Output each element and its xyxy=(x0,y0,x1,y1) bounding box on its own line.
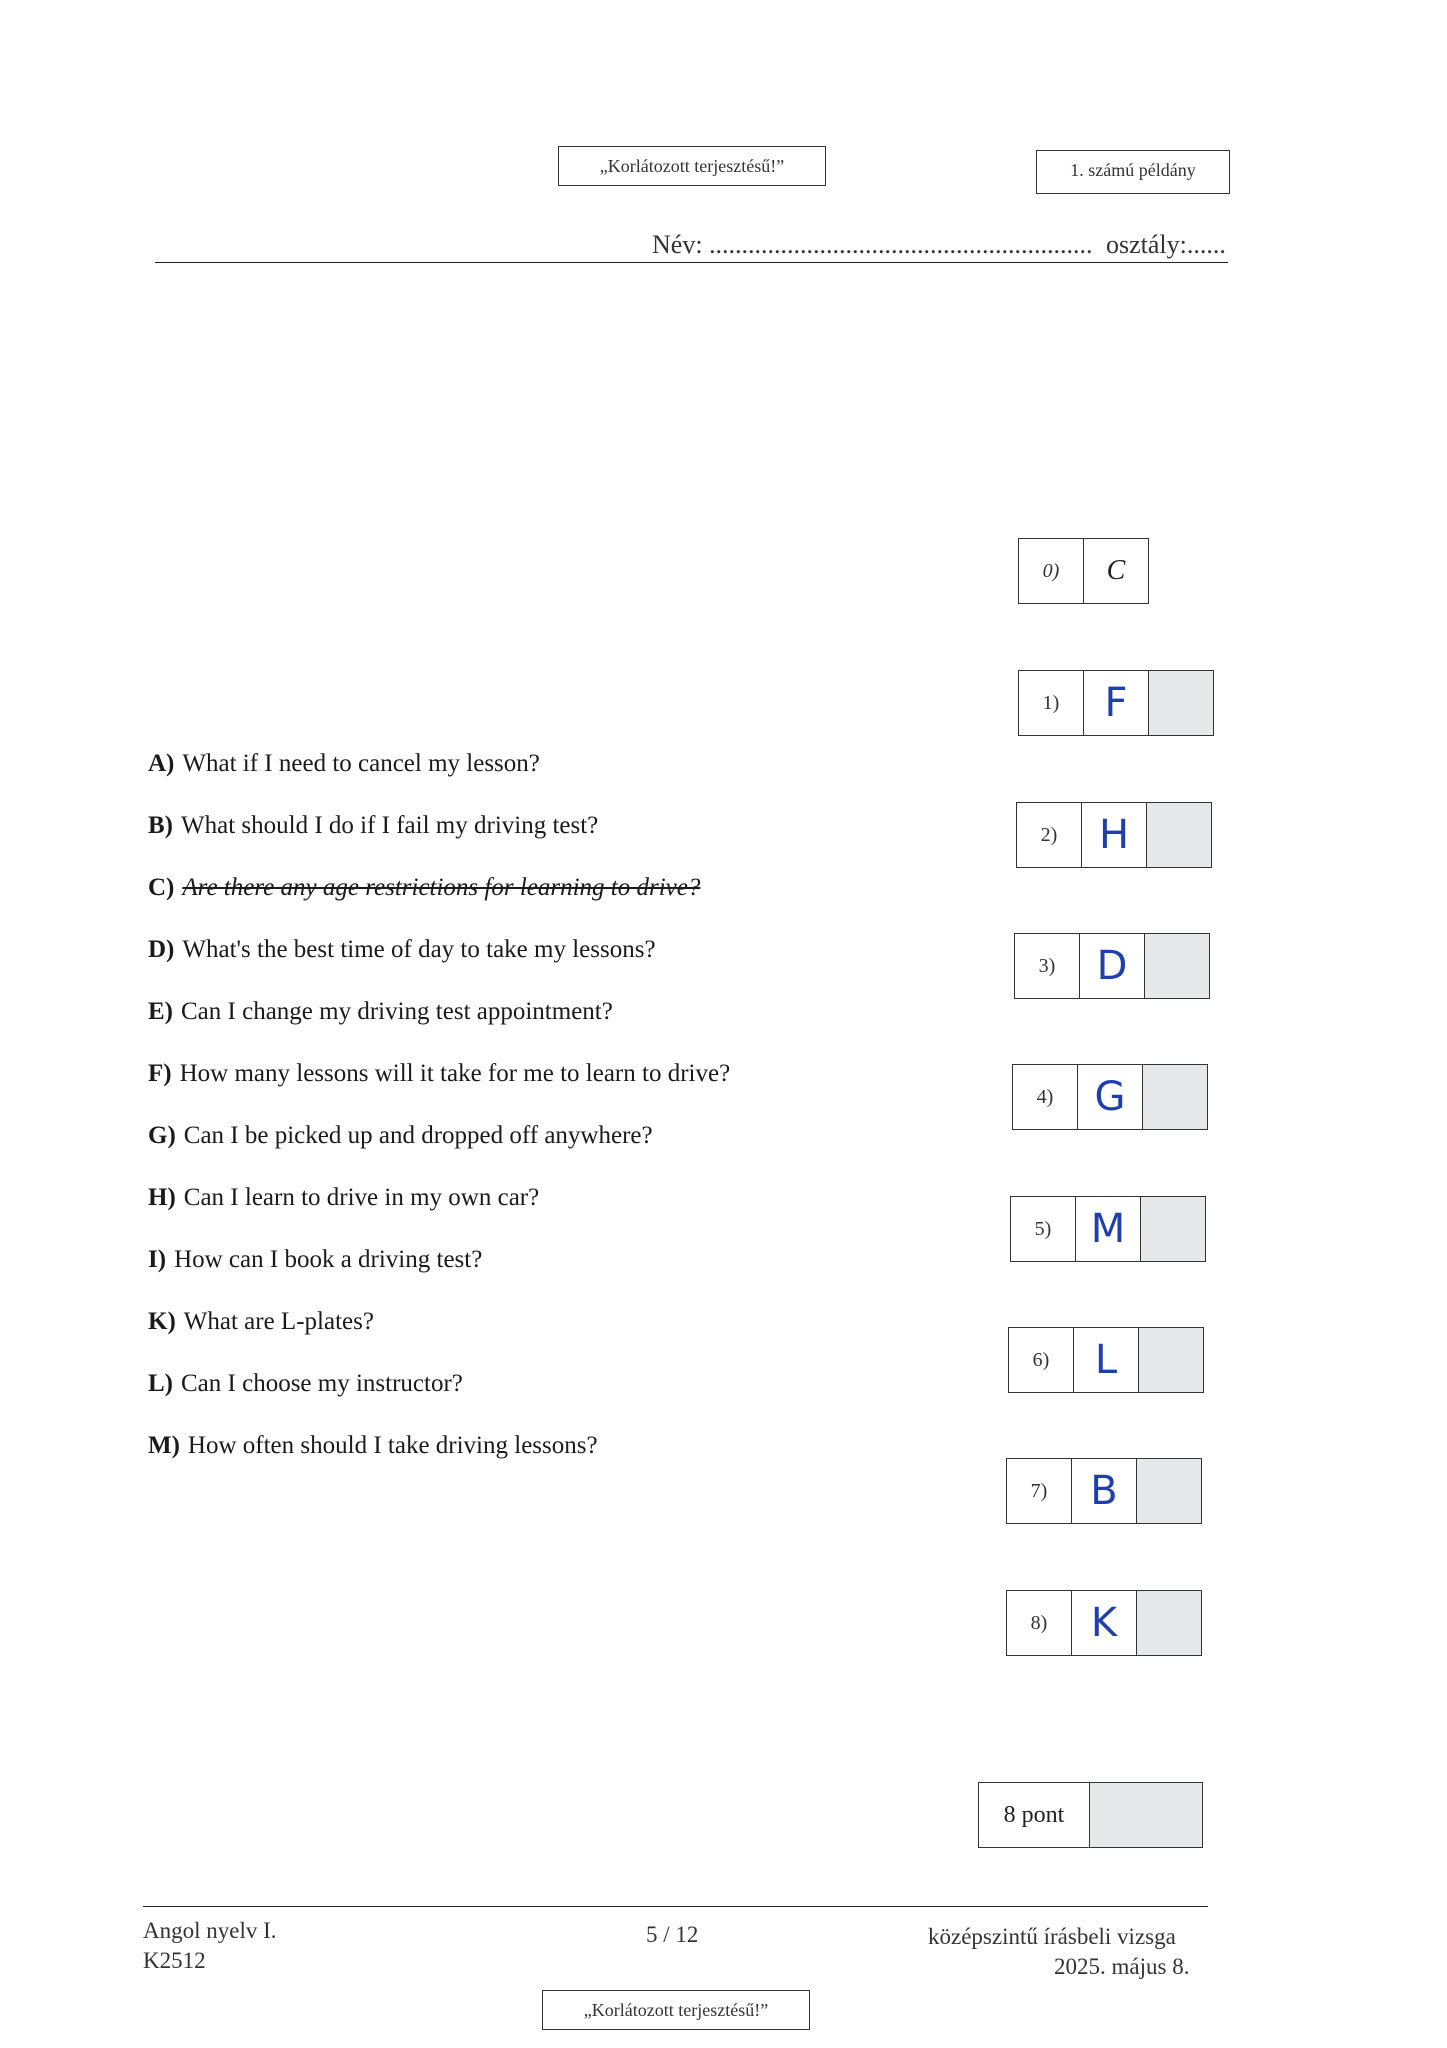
score-grader-field xyxy=(1090,1783,1202,1847)
restricted-distribution-stamp-top: „Korlátozott terjesztésű!” xyxy=(558,146,826,186)
option-e xyxy=(148,998,613,1026)
answer-box-6 xyxy=(1008,1327,1204,1393)
option-c-example-crossed-out xyxy=(148,874,700,902)
answer-number: 5) xyxy=(1011,1197,1076,1261)
header-divider xyxy=(155,262,1228,263)
grader-field xyxy=(1138,1328,1203,1392)
option-d xyxy=(148,936,656,964)
answer-number: 2) xyxy=(1017,803,1082,867)
grader-field xyxy=(1142,1065,1207,1129)
restricted-distribution-stamp-bottom: „Korlátozott terjesztésű!” xyxy=(542,1990,810,2030)
answer-number: 6) xyxy=(1009,1328,1074,1392)
answer-box-2 xyxy=(1016,802,1212,868)
option-text: How often should I take driving lessons? xyxy=(187,1432,598,1459)
option-letter: K) xyxy=(148,1308,176,1335)
footer-divider xyxy=(143,1906,1208,1907)
answer-box-8 xyxy=(1006,1590,1202,1656)
option-k xyxy=(148,1308,374,1336)
footer-code: K2512 xyxy=(143,1948,206,1973)
option-l xyxy=(148,1370,463,1398)
option-letter: C) xyxy=(148,874,175,901)
option-text: Are there any age restrictions for learning to drive? xyxy=(182,874,701,901)
option-m xyxy=(148,1432,598,1460)
handwritten-answer: G xyxy=(1094,1074,1126,1120)
score-box xyxy=(978,1782,1203,1848)
option-f xyxy=(148,1060,730,1088)
answer-number: 1) xyxy=(1019,671,1084,735)
footer-date: 2025. május 8. xyxy=(1054,1954,1190,1979)
sample-number: 0) xyxy=(1019,539,1084,603)
option-letter: D) xyxy=(148,936,175,963)
option-text: Can I learn to drive in my own car? xyxy=(183,1184,540,1211)
handwritten-answer: D xyxy=(1096,943,1128,989)
option-h xyxy=(148,1184,539,1212)
handwritten-answer: M xyxy=(1090,1206,1126,1252)
footer-page-number: 5 / 12 xyxy=(646,1922,699,1947)
answer-number: 7) xyxy=(1007,1459,1072,1523)
option-g xyxy=(148,1122,653,1150)
copy-number-stamp: 1. számú példány xyxy=(1036,150,1230,194)
option-text: Can I change my driving test appointment? xyxy=(181,998,613,1025)
option-letter: M) xyxy=(148,1432,180,1459)
option-text: Can I be picked up and dropped off anywhere? xyxy=(183,1122,653,1149)
grader-field xyxy=(1148,671,1213,735)
option-text: How many lessons will it take for me to learn to drive? xyxy=(179,1060,731,1087)
option-letter: L) xyxy=(148,1370,173,1397)
grader-field xyxy=(1144,934,1209,998)
option-text: What are L-plates? xyxy=(183,1308,374,1335)
grader-field xyxy=(1146,803,1211,867)
option-letter: B) xyxy=(148,812,173,839)
handwritten-answer: L xyxy=(1094,1337,1118,1383)
class-field-label: osztály:...... xyxy=(1106,230,1226,259)
grader-field xyxy=(1136,1459,1201,1523)
handwritten-answer: H xyxy=(1098,812,1130,858)
option-i xyxy=(148,1246,482,1274)
option-letter: A) xyxy=(148,750,175,777)
footer-subject: Angol nyelv I. xyxy=(143,1918,277,1943)
option-letter: H) xyxy=(148,1184,176,1211)
answer-number: 8) xyxy=(1007,1591,1072,1655)
answer-box-5 xyxy=(1010,1196,1206,1262)
grader-field xyxy=(1140,1197,1205,1261)
answer-box-3 xyxy=(1014,933,1210,999)
option-letter: E) xyxy=(148,998,173,1025)
option-a xyxy=(148,750,540,778)
handwritten-answer: F xyxy=(1104,680,1128,726)
footer-exam-level: középszintű írásbeli vizsga xyxy=(928,1924,1176,1949)
option-letter: G) xyxy=(148,1122,176,1149)
option-text: What's the best time of day to take my lessons? xyxy=(182,936,656,963)
option-letter: F) xyxy=(148,1060,172,1087)
handwritten-answer: B xyxy=(1090,1468,1118,1514)
answer-number: 3) xyxy=(1015,934,1080,998)
name-field-label: Név: ........................................................... xyxy=(652,230,1093,259)
answer-number: 4) xyxy=(1013,1065,1078,1129)
option-letter: I) xyxy=(148,1246,167,1273)
answer-box-1 xyxy=(1018,670,1214,736)
option-text: What if I need to cancel my lesson? xyxy=(182,750,540,777)
grader-field xyxy=(1136,1591,1201,1655)
option-text: How can I book a driving test? xyxy=(174,1246,483,1273)
option-text: What should I do if I fail my driving test? xyxy=(181,812,599,839)
option-text: Can I choose my instructor? xyxy=(181,1370,463,1397)
sample-answer: C xyxy=(1106,555,1126,586)
answer-box-4 xyxy=(1012,1064,1208,1130)
score-label: 8 pont xyxy=(979,1783,1090,1847)
sample-answer-box xyxy=(1018,538,1149,604)
option-b xyxy=(148,812,598,840)
answer-box-7 xyxy=(1006,1458,1202,1524)
handwritten-answer: K xyxy=(1090,1600,1118,1646)
